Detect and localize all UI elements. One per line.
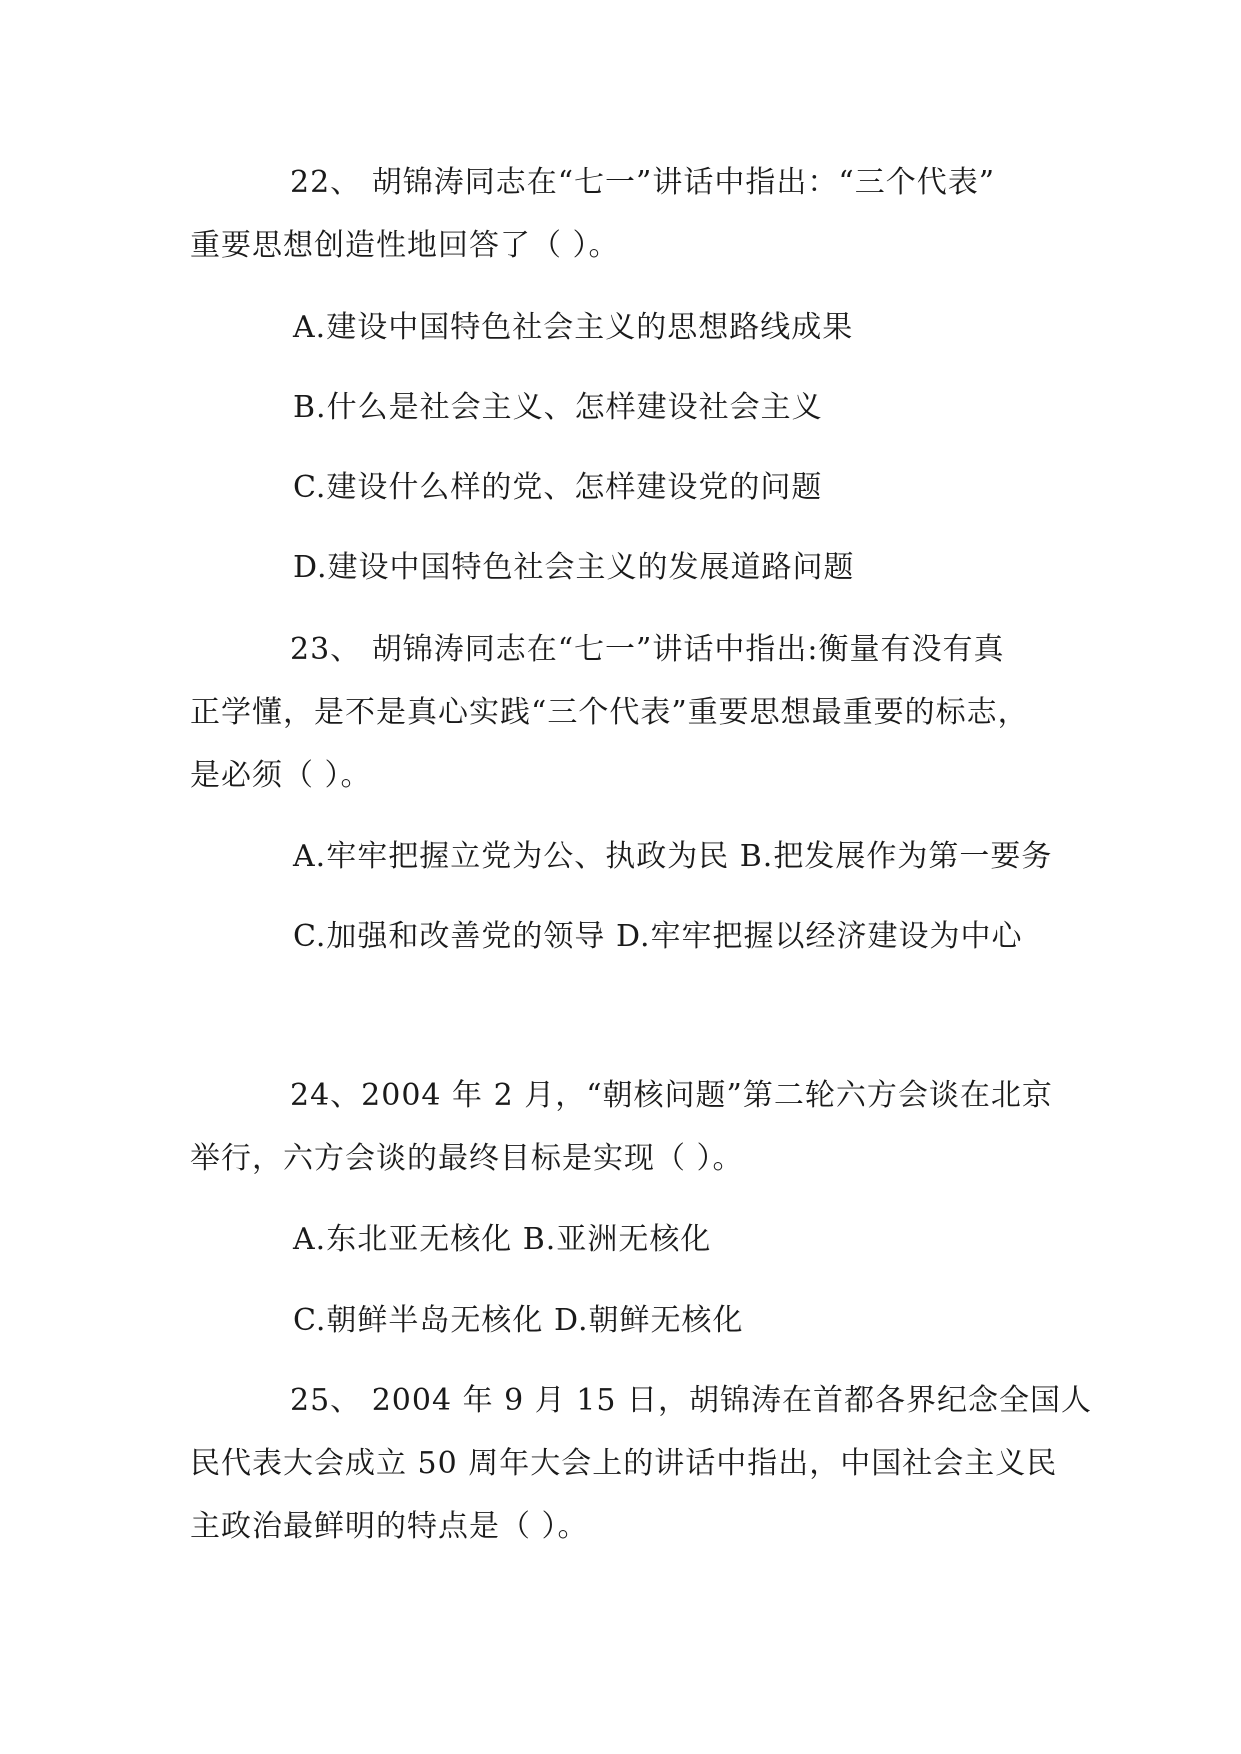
question-22-stem-line-1: 22、 胡锦涛同志在“七一”讲话中指出：“三个代表” [290,165,996,200]
question-24-stem-line-2: 举行，六方会谈的最终目标是实现（ ）。 [190,1141,744,1176]
question-24-options-line-1: A.东北亚无核化 B.亚洲无核化 [293,1222,712,1257]
question-22-option-c: C.建设什么样的党、怎样建设党的问题 [293,470,823,505]
question-22-option-a: A.建设中国特色社会主义的思想路线成果 [293,310,854,345]
question-23-options-line-2: C.加强和改善党的领导 D.牢牢把握以经济建设为中心 [293,919,1023,954]
question-25-stem-line-3: 主政治最鲜明的特点是（ ）。 [190,1509,589,1544]
question-22-stem-line-2: 重要思想创造性地回答了（ ）。 [190,228,620,263]
question-25-stem-line-1: 25、 2004 年 9 月 15 日，胡锦涛在首都各界纪念全国人 [290,1383,1092,1418]
question-23-options-line-1: A.牢牢把握立党为公、执政为民 B.把发展作为第一要务 [293,839,1053,874]
question-24-stem-line-1: 24、2004 年 2 月，“朝核问题”第二轮六方会谈在北京 [290,1078,1053,1113]
question-23-stem-line-1: 23、 胡锦涛同志在“七一”讲话中指出:衡量有没有真 [290,632,1005,667]
question-23-stem-line-3: 是必须（ ）。 [190,758,372,793]
question-22-option-d: D.建设中国特色社会主义的发展道路问题 [293,550,855,585]
question-23-stem-line-2: 正学懂，是不是真心实践“三个代表”重要思想最重要的标志， [190,695,1029,730]
question-24-options-line-2: C.朝鲜半岛无核化 D.朝鲜无核化 [293,1303,744,1338]
question-25-stem-line-2: 民代表大会成立 50 周年大会上的讲话中指出，中国社会主义民 [190,1446,1058,1481]
question-22-option-b: B.什么是社会主义、怎样建设社会主义 [293,390,823,425]
